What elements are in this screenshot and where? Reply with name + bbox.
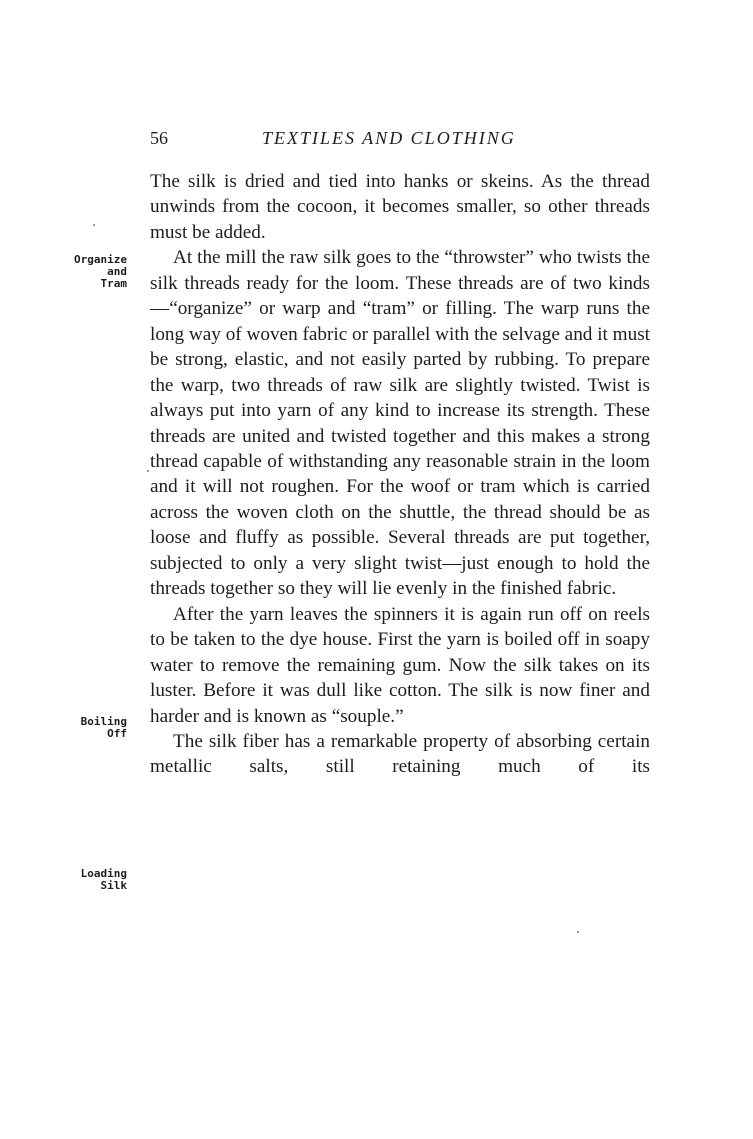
margin-note-line: Boiling [80,715,127,728]
paper-speck [147,470,149,472]
margin-note-line: Off [107,727,127,740]
margin-note-line: Tram [100,277,127,290]
margin-note-line: Organize [74,253,127,266]
margin-note-line: Loading [80,867,127,880]
paragraph-skeins: The silk is dried and tied into hanks or skeins. As the thread unwinds from the cocoon, it becomes smaller, so other threads must be added. [150,171,650,243]
paper-speck [577,931,579,933]
margin-note-organize-and-tram [74,254,127,290]
paper-speck [93,224,95,226]
paragraph-throwster: At the mill the raw silk goes to the “throwster” who twists the silk threads ready for the loom. These threads are of two kinds—“organize” or warp and “tram” or filling. The warp runs the long way of woven fabric or parallel with the selvage and it must be strong, elastic, and not easily parted by rubbing. To prepare the warp, two threads of raw silk are slightly twisted. Twist is always put into yarn of any kind to increase its strength. These threads are united and twisted together and this makes a strong thread capable of withstanding any reasonable strain in the loom and it will not roughen. For the woof or tram which is carried across the woven cloth on the shuttle, the thread should be as loose and fluffy as possible. Several threads are put together, subjected to only a very slight twist—just enough to hold the threads together so they will lie evenly in the finished fabric. [150,247,650,600]
page-header [150,128,650,150]
running-title: TEXTILES AND CLOTHING [262,128,516,148]
paragraph-loading-silk: The silk fiber has a remarkable property of absorbing certain metallic salts, still retaining much of its [150,730,650,778]
body-text [150,169,650,780]
margin-note-loading-silk [81,868,127,892]
margin-note-line: Silk [100,879,127,892]
margin-note-line: and [107,265,127,278]
margin-note-boiling-off [81,716,127,740]
paragraph-boiling-off: After the yarn leaves the spinners it is again run off on reels to be taken to the dye house. First the yarn is boiled off in soapy water to remove the remaining gum. Now the silk takes on its luster. Before it was dull like cotton. The silk is now finer and harder and is known as “souple.” [150,603,650,727]
page-number: 56 [150,128,168,148]
